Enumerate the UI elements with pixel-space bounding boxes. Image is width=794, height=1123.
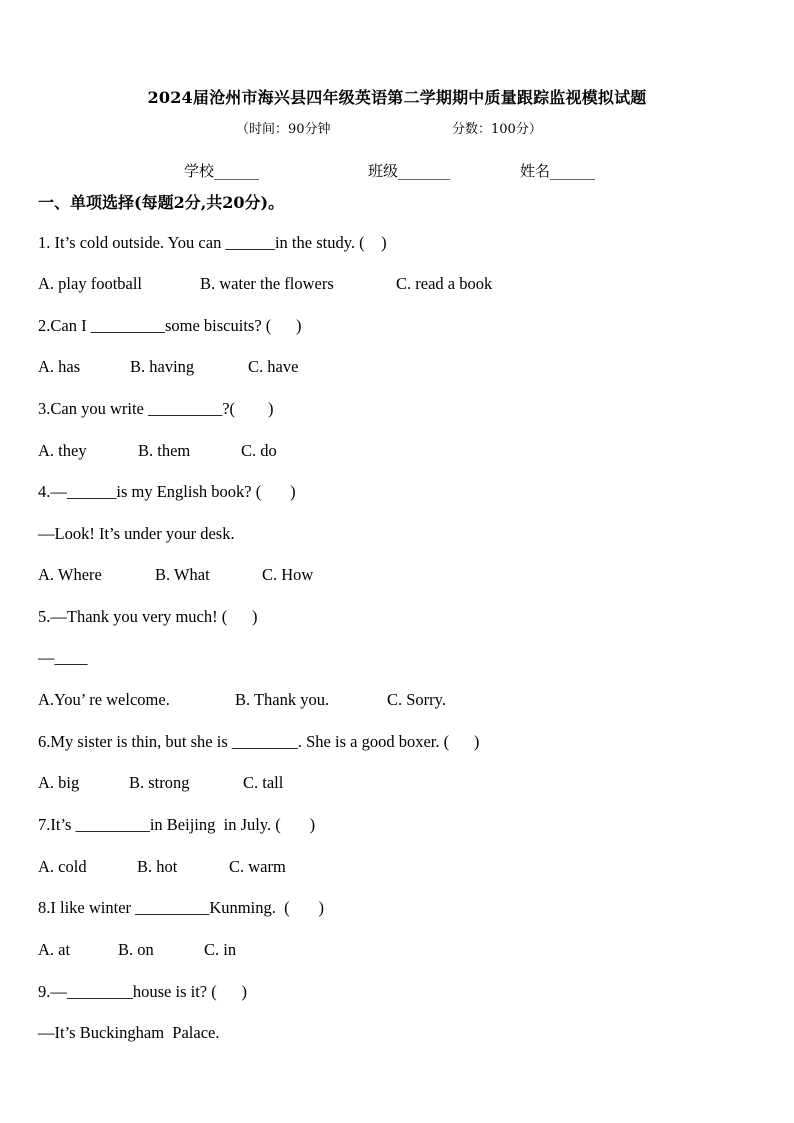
question-4-option-a: A. Where (38, 565, 102, 584)
question-1-option-b: B. water the flowers (200, 274, 334, 293)
question-5-option-b: B. Thank you. (235, 690, 330, 709)
school-field: 学校______ (184, 162, 260, 180)
question-6-stem: 6.My sister is thin, but she is ________. She is a good boxer. ( ) (38, 732, 480, 751)
question-5-stem: 5.—Thank you very much! ( ) (38, 607, 258, 626)
question-5-option-c: C. Sorry. (387, 690, 446, 709)
question-6-option-c: C. tall (243, 773, 284, 792)
name-field: 姓名______ (520, 162, 596, 180)
question-2-option-a: A. has (38, 357, 81, 376)
question-7-option-c: C. warm (229, 857, 286, 876)
time-limit: （时间：90分钟 (236, 122, 331, 137)
question-3-option-a: A. they (38, 441, 87, 460)
exam-title: 2024届沧州市海兴县四年级英语第二学期期中质量跟踪监视模拟试题 (147, 88, 647, 107)
question-1-option-c: C. read a book (396, 274, 493, 293)
section-heading: 一、单项选择(每题2分,共20分)。 (38, 193, 285, 212)
question-9-reply: —It’s Buckingham Palace. (38, 1023, 220, 1042)
question-4-option-b: B. What (155, 565, 210, 584)
question-1-stem: 1. It’s cold outside. You can ______in the study. ( ) (38, 233, 387, 252)
question-2-option-b: B. having (130, 357, 195, 376)
question-5-option-a: A.You’ re welcome. (38, 690, 170, 709)
question-3-stem: 3.Can you write _________?( ) (38, 399, 274, 418)
question-4-reply: —Look! It’s under your desk. (38, 524, 235, 543)
class-field: 班级_______ (368, 162, 451, 180)
question-6-option-b: B. strong (129, 773, 190, 792)
question-8-option-a: A. at (38, 940, 71, 959)
question-1-option-a: A. play football (38, 274, 143, 293)
question-8-option-b: B. on (118, 940, 154, 959)
question-3-option-b: B. them (138, 441, 191, 460)
question-4-option-c: C. How (262, 565, 314, 584)
question-9-stem: 9.—________house is it? ( ) (38, 982, 247, 1001)
question-7-option-b: B. hot (137, 857, 178, 876)
question-6-option-a: A. big (38, 773, 80, 792)
question-2-option-c: C. have (248, 357, 299, 376)
question-2-stem: 2.Can I _________some biscuits? ( ) (38, 316, 302, 335)
question-4-stem: 4.—______is my English book? ( ) (38, 482, 296, 501)
question-3-option-c: C. do (241, 441, 277, 460)
question-8-stem: 8.I like winter _________Kunming. ( ) (38, 898, 324, 917)
total-score: 分数：100分） (452, 122, 542, 137)
question-8-option-c: C. in (204, 940, 237, 959)
question-5-reply: —____ (38, 648, 88, 667)
question-7-option-a: A. cold (38, 857, 87, 876)
question-7-stem: 7.It’s _________in Beijing in July. ( ) (38, 815, 316, 834)
